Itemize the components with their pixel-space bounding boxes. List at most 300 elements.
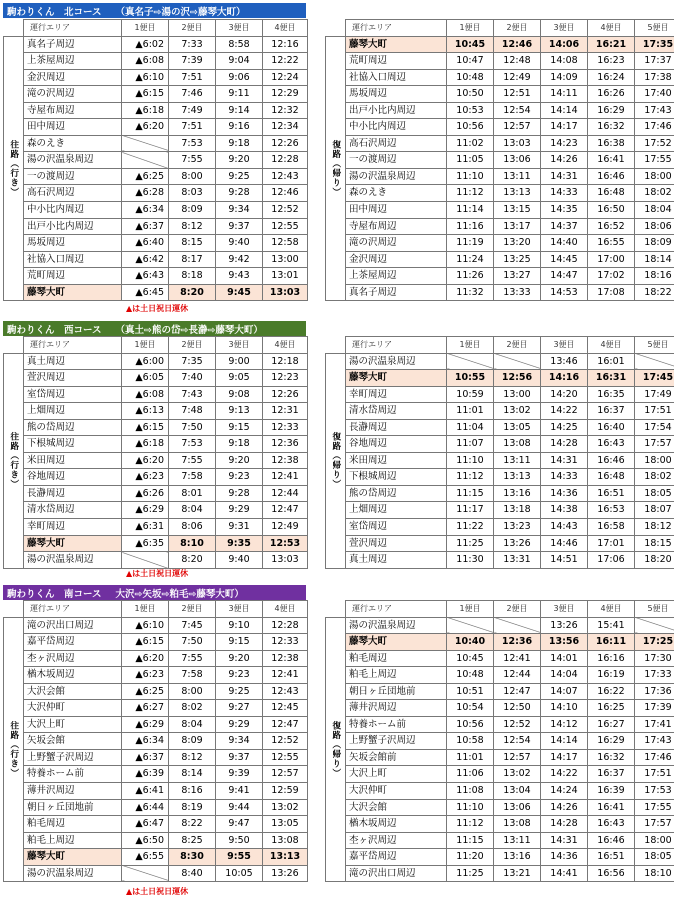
stop-name: 藤琴大町: [346, 370, 447, 387]
time-cell: 16:26: [588, 86, 635, 103]
time-cell: 12:28: [263, 617, 308, 634]
table-row: [4, 733, 308, 750]
time-cell: 9:11: [216, 86, 263, 103]
time-cell: 10:45: [447, 650, 494, 667]
time-cell: 9:29: [216, 716, 263, 733]
time-cell: 10:56: [447, 119, 494, 136]
time-cell: 12:33: [263, 634, 308, 651]
table-header-row: [326, 601, 674, 618]
run-header: 5便目: [635, 601, 674, 618]
time-cell: 9:29: [216, 502, 263, 519]
south-course-title: 駒わりくん 南コース: [7, 588, 102, 600]
time-cell: 13:03: [263, 284, 308, 301]
time-cell: 8:14: [169, 766, 216, 783]
stop-name: 湯の沢温泉周辺: [24, 552, 122, 569]
time-cell: 18:00: [635, 832, 674, 849]
time-cell: 13:13: [263, 849, 308, 866]
table-row: [4, 700, 308, 717]
stop-name: 萱沢周辺: [24, 370, 122, 387]
time-cell: 16:46: [588, 832, 635, 849]
time-cell: 18:02: [635, 469, 674, 486]
run-header: 5便目: [635, 20, 674, 37]
stop-name: 田中周辺: [346, 202, 447, 219]
time-cell: 9:18: [216, 436, 263, 453]
table-row: [326, 436, 674, 453]
time-cell: ▲6:20: [122, 452, 169, 469]
time-cell: ▲6:08: [122, 386, 169, 403]
table-row: [4, 235, 308, 252]
table-row: [326, 519, 674, 536]
table-row: [326, 53, 674, 70]
run-header: 4便目: [263, 337, 308, 354]
west-outbound-table: [3, 336, 308, 569]
stop-name: 滝の沢出口周辺: [24, 617, 122, 634]
stop-name: 萱沢周辺: [346, 535, 447, 552]
stop-name: 上畑周辺: [346, 502, 447, 519]
time-cell: 14:33: [541, 185, 588, 202]
time-cell: 16:37: [588, 403, 635, 420]
table-row: [4, 469, 308, 486]
run-header: 4便目: [263, 20, 308, 37]
time-cell: 18:22: [635, 284, 674, 301]
time-cell: 14:17: [541, 749, 588, 766]
time-cell: 16:55: [588, 235, 635, 252]
time-cell: 9:31: [216, 519, 263, 536]
time-cell: ▲6:47: [122, 816, 169, 833]
time-cell: 9:37: [216, 218, 263, 235]
time-cell: 13:16: [494, 849, 541, 866]
time-cell: 13:15: [494, 202, 541, 219]
time-cell: 11:25: [447, 865, 494, 882]
time-cell: 14:08: [541, 53, 588, 70]
time-cell: 11:30: [447, 552, 494, 569]
time-cell: ▲6:15: [122, 86, 169, 103]
south-outbound-table: [3, 600, 308, 882]
time-cell: 14:22: [541, 766, 588, 783]
stop-name: 熊の岱周辺: [346, 485, 447, 502]
table-row: [326, 353, 674, 370]
time-cell: 16:31: [588, 370, 635, 387]
time-cell: 17:43: [635, 733, 674, 750]
time-cell: 12:50: [494, 700, 541, 717]
time-cell: 8:12: [169, 749, 216, 766]
time-cell: ▲6:18: [122, 102, 169, 119]
time-cell: 18:06: [635, 218, 674, 235]
time-cell: 12:59: [263, 783, 308, 800]
stop-name: 藤琴大町: [24, 849, 122, 866]
stop-name: 社協入口周辺: [346, 69, 447, 86]
time-cell: 11:04: [447, 419, 494, 436]
header-spacer: [326, 601, 346, 618]
stop-name: 長瀞周辺: [346, 419, 447, 436]
run-header: 2便目: [494, 337, 541, 354]
time-cell: ▲6:10: [122, 69, 169, 86]
south-course-header: [3, 585, 306, 600]
time-cell: 10:58: [447, 733, 494, 750]
time-cell: 13:56: [541, 634, 588, 651]
time-cell: 13:13: [494, 185, 541, 202]
table-header-row: [326, 337, 674, 354]
time-cell: 12:48: [494, 53, 541, 70]
time-cell: 13:46: [541, 353, 588, 370]
time-cell: 14:14: [541, 102, 588, 119]
table-row: [326, 469, 674, 486]
time-cell: ▲6:44: [122, 799, 169, 816]
table-row: [326, 766, 674, 783]
run-header: 2便目: [494, 601, 541, 618]
time-cell: 13:11: [494, 832, 541, 849]
time-cell: 17:40: [635, 86, 674, 103]
time-cell: 12:47: [263, 716, 308, 733]
table-row: [4, 667, 308, 684]
time-cell: 11:15: [447, 832, 494, 849]
stop-name: 上野蟹子沢周辺: [24, 749, 122, 766]
stop-name: 馬坂周辺: [346, 86, 447, 103]
table-row: [326, 683, 674, 700]
stop-name: 滝の沢周辺: [346, 235, 447, 252]
stop-name: 金沢周辺: [24, 69, 122, 86]
time-cell: ▲6:29: [122, 716, 169, 733]
time-cell: 14:45: [541, 251, 588, 268]
time-cell: 9:23: [216, 469, 263, 486]
no-service-cell: [122, 152, 169, 169]
time-cell: 14:04: [541, 667, 588, 684]
time-cell: 16:56: [588, 865, 635, 882]
direction-label: 往路（行き）: [4, 36, 24, 301]
time-cell: 12:38: [263, 452, 308, 469]
table-header-row: [4, 337, 308, 354]
stop-name: 粕毛上周辺: [24, 832, 122, 849]
stop-name: 真土周辺: [24, 353, 122, 370]
stop-name: 上茶屋周辺: [24, 53, 122, 70]
time-cell: 18:00: [635, 452, 674, 469]
time-cell: ▲6:42: [122, 251, 169, 268]
west-holiday-note: ▲は土日祝日運休: [126, 569, 189, 578]
time-cell: 10:51: [447, 683, 494, 700]
time-cell: 9:20: [216, 452, 263, 469]
table-row: [4, 268, 308, 285]
table-header-row: [326, 20, 674, 37]
time-cell: 13:00: [263, 251, 308, 268]
time-cell: ▲6:29: [122, 502, 169, 519]
table-row: [326, 36, 674, 53]
stop-name: 室岱周辺: [346, 519, 447, 536]
time-cell: ▲6:43: [122, 268, 169, 285]
stop-name: 朝日ヶ丘団地前: [346, 683, 447, 700]
table-row: [326, 218, 674, 235]
time-cell: 9:42: [216, 251, 263, 268]
time-cell: 18:20: [635, 552, 674, 569]
time-cell: 11:20: [447, 849, 494, 866]
time-cell: ▲6:02: [122, 36, 169, 53]
time-cell: 11:12: [447, 469, 494, 486]
run-header: 4便目: [588, 601, 635, 618]
time-cell: 17:06: [588, 552, 635, 569]
table-row: [4, 218, 308, 235]
stop-name: 荒町周辺: [346, 53, 447, 70]
time-cell: 12:52: [494, 716, 541, 733]
time-cell: ▲6:10: [122, 617, 169, 634]
time-cell: 9:20: [216, 152, 263, 169]
time-cell: 8:04: [169, 502, 216, 519]
run-header: 2便目: [169, 337, 216, 354]
time-cell: 7:50: [169, 634, 216, 651]
time-cell: 9:08: [216, 386, 263, 403]
stop-name: 真土周辺: [346, 552, 447, 569]
table-row: [4, 135, 308, 152]
run-header: 3便目: [541, 337, 588, 354]
table-row: [4, 36, 308, 53]
time-cell: 13:26: [494, 535, 541, 552]
south-inbound-table: [325, 600, 674, 882]
time-cell: 12:43: [263, 168, 308, 185]
time-cell: 14:37: [541, 218, 588, 235]
time-cell: 16:24: [588, 69, 635, 86]
time-cell: 16:16: [588, 650, 635, 667]
time-cell: ▲6:28: [122, 185, 169, 202]
time-cell: 17:35: [635, 36, 674, 53]
time-cell: 12:58: [263, 235, 308, 252]
time-cell: 13:08: [494, 436, 541, 453]
time-cell: 7:43: [169, 386, 216, 403]
stop-name: 高石沢周辺: [346, 135, 447, 152]
time-cell: 18:04: [635, 202, 674, 219]
time-cell: ▲6:23: [122, 667, 169, 684]
north-inbound-table: [325, 19, 674, 301]
time-cell: 14:26: [541, 799, 588, 816]
time-cell: 18:02: [635, 185, 674, 202]
time-cell: 11:02: [447, 135, 494, 152]
time-cell: ▲6:05: [122, 370, 169, 387]
south-holiday-note: ▲は土日祝日運休: [126, 887, 189, 896]
time-cell: 13:08: [494, 816, 541, 833]
stop-name: 粕毛上周辺: [346, 667, 447, 684]
table-row: [326, 119, 674, 136]
time-cell: 17:51: [635, 766, 674, 783]
time-cell: ▲6:34: [122, 733, 169, 750]
time-cell: 16:53: [588, 502, 635, 519]
stop-name: 滝の沢出口周辺: [346, 865, 447, 882]
time-cell: 9:05: [216, 370, 263, 387]
stop-name: 出戸小比内周辺: [346, 102, 447, 119]
stop-name: 薄井沢周辺: [24, 783, 122, 800]
time-cell: 11:10: [447, 168, 494, 185]
stop-name: 藤琴大町: [24, 535, 122, 552]
time-cell: 8:20: [169, 552, 216, 569]
time-cell: 14:07: [541, 683, 588, 700]
time-cell: 9:44: [216, 799, 263, 816]
time-cell: 7:51: [169, 69, 216, 86]
stop-name: 杢ヶ沢周辺: [346, 832, 447, 849]
table-row: [326, 102, 674, 119]
time-cell: 14:40: [541, 235, 588, 252]
run-header: 4便目: [588, 20, 635, 37]
table-row: [4, 452, 308, 469]
north-outbound-table: [3, 19, 308, 301]
stop-name: 嘉平岱周辺: [24, 634, 122, 651]
table-row: [326, 849, 674, 866]
table-row: [4, 783, 308, 800]
time-cell: ▲6:26: [122, 485, 169, 502]
time-cell: 11:07: [447, 436, 494, 453]
no-service-cell: [122, 552, 169, 569]
time-cell: 16:38: [588, 135, 635, 152]
time-cell: 17:37: [635, 53, 674, 70]
time-cell: 14:09: [541, 69, 588, 86]
table-row: [326, 535, 674, 552]
time-cell: 9:41: [216, 783, 263, 800]
time-cell: ▲6:08: [122, 53, 169, 70]
stop-name: 湯の沢温泉周辺: [346, 353, 447, 370]
time-cell: 13:03: [494, 135, 541, 152]
stop-name: 幸町周辺: [24, 519, 122, 536]
time-cell: 7:50: [169, 419, 216, 436]
run-header: 4便目: [263, 601, 308, 618]
time-cell: 7:40: [169, 370, 216, 387]
direction-label: 復路（帰り）: [326, 36, 346, 301]
time-cell: 9:23: [216, 667, 263, 684]
time-cell: 11:12: [447, 816, 494, 833]
time-cell: 12:32: [263, 102, 308, 119]
stop-name: 特養ホーム前: [346, 716, 447, 733]
time-cell: 16:58: [588, 519, 635, 536]
table-row: [4, 552, 308, 569]
south-course-route: 大沢⇨矢坂⇨粕毛⇨藤琴大町）: [115, 588, 244, 600]
no-service-cell: [494, 617, 541, 634]
time-cell: 12:23: [263, 370, 308, 387]
stop-name: 真名子周辺: [346, 284, 447, 301]
stop-name: 幸町周辺: [346, 386, 447, 403]
time-cell: 12:33: [263, 419, 308, 436]
time-cell: 18:05: [635, 485, 674, 502]
stop-name: 大沢会館: [24, 683, 122, 700]
time-cell: 14:26: [541, 152, 588, 169]
stop-name: 真名子周辺: [24, 36, 122, 53]
table-header-row: [4, 601, 308, 618]
time-cell: 9:47: [216, 816, 263, 833]
stop-name: 長瀞周辺: [24, 485, 122, 502]
header-spacer: [4, 601, 24, 618]
time-cell: 17:33: [635, 667, 674, 684]
time-cell: 17:01: [588, 535, 635, 552]
time-cell: 14:41: [541, 865, 588, 882]
run-header: 3便目: [216, 337, 263, 354]
west-course-title: 駒わりくん 西コース: [7, 324, 102, 336]
west-inbound-table: [325, 336, 674, 569]
north-holiday-note: ▲は土日祝日運休: [126, 304, 189, 313]
time-cell: 8:20: [169, 284, 216, 301]
time-cell: 14:06: [541, 36, 588, 53]
table-row: [4, 353, 308, 370]
time-cell: 14:31: [541, 168, 588, 185]
time-cell: ▲6:45: [122, 284, 169, 301]
time-cell: 14:33: [541, 469, 588, 486]
stop-name: 清水岱周辺: [346, 403, 447, 420]
time-cell: 11:22: [447, 519, 494, 536]
stop-name: 藤琴大町: [24, 284, 122, 301]
table-row: [4, 617, 308, 634]
time-cell: ▲6:50: [122, 832, 169, 849]
time-cell: 16:01: [588, 353, 635, 370]
area-header: 運行エリア: [346, 601, 447, 618]
time-cell: 17:36: [635, 683, 674, 700]
time-cell: 17:55: [635, 799, 674, 816]
time-cell: 9:37: [216, 749, 263, 766]
time-cell: 7:39: [169, 53, 216, 70]
time-cell: 9:40: [216, 552, 263, 569]
north-course-title: 駒わりくん 北コース: [7, 6, 102, 18]
time-cell: 16:11: [588, 634, 635, 651]
time-cell: 11:15: [447, 485, 494, 502]
time-cell: 9:15: [216, 419, 263, 436]
time-cell: 12:29: [263, 86, 308, 103]
table-row: [326, 168, 674, 185]
run-header: 1便目: [122, 337, 169, 354]
time-cell: 8:30: [169, 849, 216, 866]
time-cell: 7:58: [169, 667, 216, 684]
table-row: [326, 235, 674, 252]
time-cell: 16:25: [588, 700, 635, 717]
time-cell: 11:17: [447, 502, 494, 519]
table-row: [4, 519, 308, 536]
stop-name: 湯の沢温泉周辺: [24, 865, 122, 882]
time-cell: ▲6:55: [122, 849, 169, 866]
no-service-cell: [447, 617, 494, 634]
time-cell: ▲6:00: [122, 353, 169, 370]
time-cell: 13:08: [263, 832, 308, 849]
table-row: [4, 168, 308, 185]
time-cell: 10:54: [447, 700, 494, 717]
time-cell: 9:34: [216, 202, 263, 219]
stop-name: 粕毛周辺: [346, 650, 447, 667]
time-cell: ▲6:34: [122, 202, 169, 219]
north-course-route: （真名子⇨湯の沢⇨藤琴大町）: [115, 6, 246, 18]
table-row: [326, 135, 674, 152]
time-cell: 14:28: [541, 816, 588, 833]
time-cell: 7:53: [169, 436, 216, 453]
time-cell: 12:54: [494, 102, 541, 119]
time-cell: ▲6:27: [122, 700, 169, 717]
time-cell: 16:23: [588, 53, 635, 70]
time-cell: 7:48: [169, 403, 216, 420]
time-cell: 14:43: [541, 519, 588, 536]
time-cell: 12:36: [263, 436, 308, 453]
time-cell: 14:51: [541, 552, 588, 569]
time-cell: 14:12: [541, 716, 588, 733]
stop-name: 藤琴大町: [346, 36, 447, 53]
time-cell: 12:55: [263, 749, 308, 766]
time-cell: 12:57: [494, 749, 541, 766]
time-cell: 16:43: [588, 816, 635, 833]
time-cell: 9:18: [216, 135, 263, 152]
time-cell: 8:00: [169, 168, 216, 185]
stop-name: 寺屋布周辺: [346, 218, 447, 235]
time-cell: 7:45: [169, 617, 216, 634]
stop-name: 森のえき: [24, 135, 122, 152]
time-cell: 12:41: [494, 650, 541, 667]
time-cell: 16:43: [588, 436, 635, 453]
time-cell: 16:51: [588, 849, 635, 866]
stop-name: 上茶屋周辺: [346, 268, 447, 285]
time-cell: 17:52: [635, 135, 674, 152]
time-cell: 12:56: [494, 370, 541, 387]
time-cell: 16:48: [588, 185, 635, 202]
table-row: [326, 419, 674, 436]
time-cell: ▲6:25: [122, 168, 169, 185]
table-row: [326, 502, 674, 519]
time-cell: 9:00: [216, 353, 263, 370]
time-cell: 16:39: [588, 783, 635, 800]
